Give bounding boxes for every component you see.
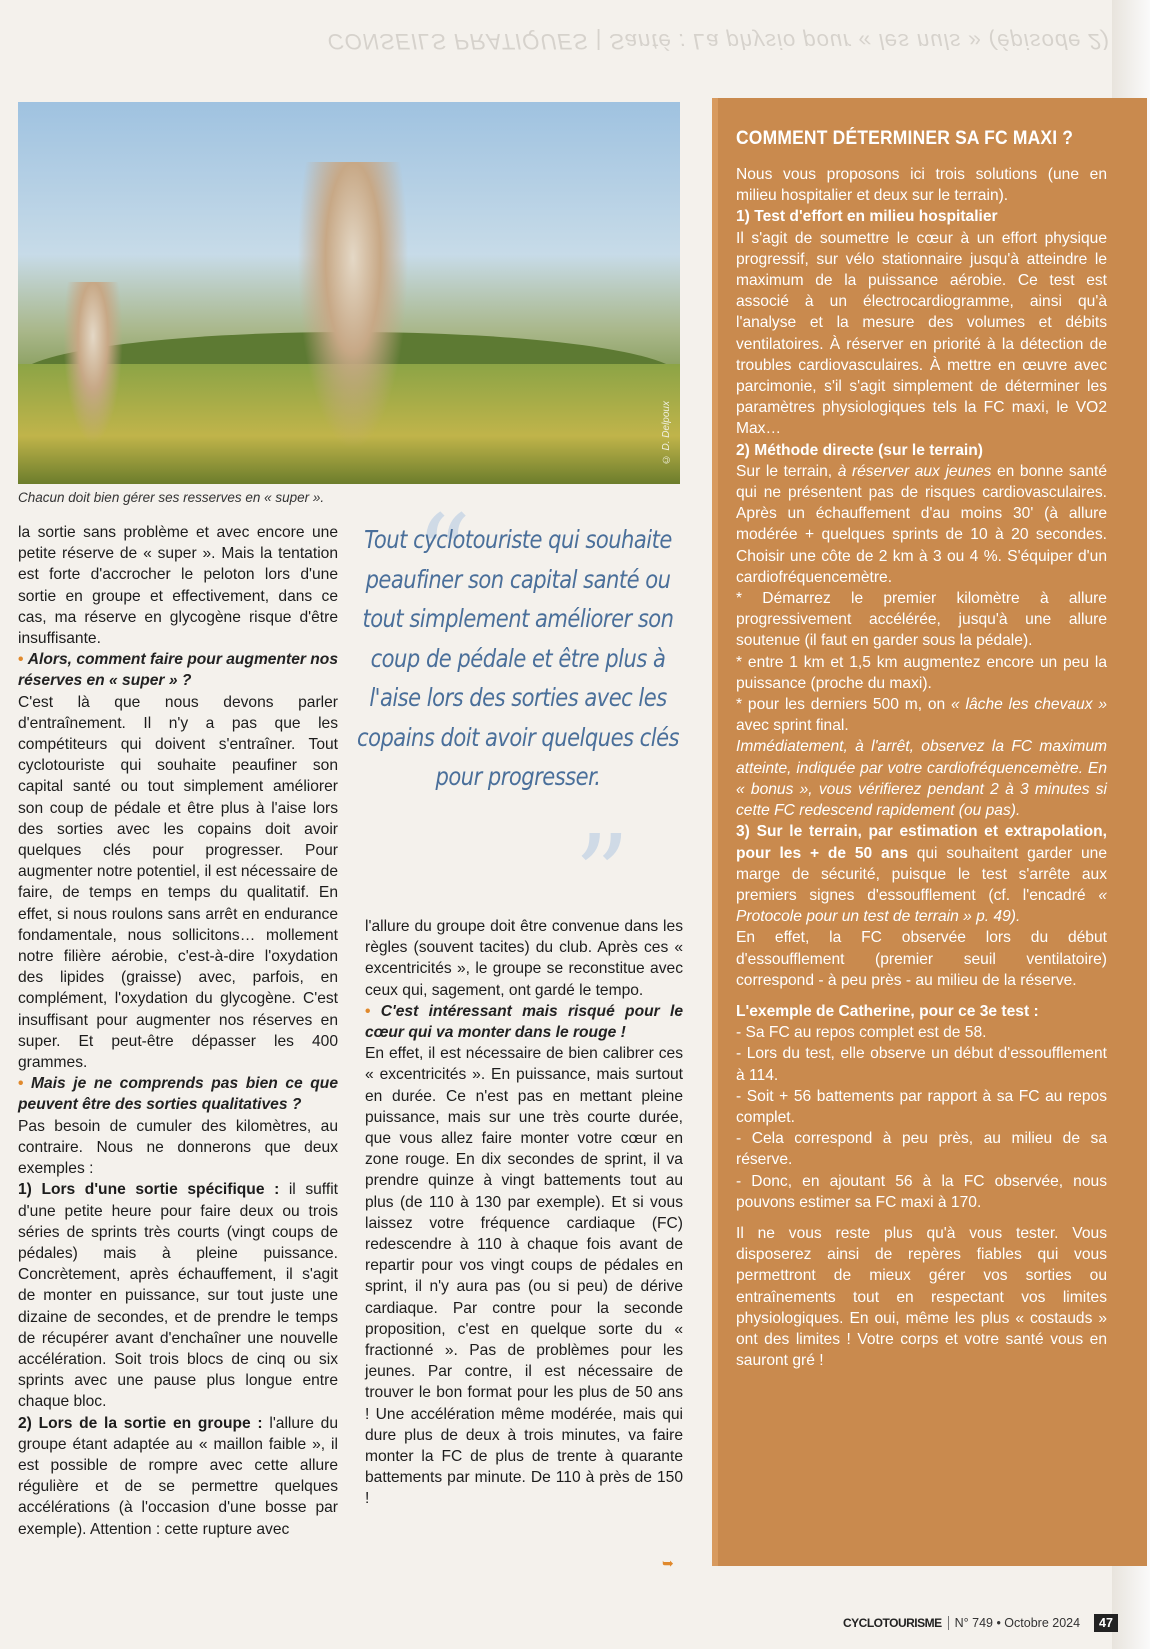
middle-column	[365, 916, 683, 1510]
sidebar-paragraph: Il s'agit de soumettre le cœur à un effort physique progressif, sur vélo stationnaire jusqu'à atteindre le maximum de la puissance aérobie. Ce test est associé à un électrocardiogramme, ainsi qu'à l'analyse et la mesure des volumes et débits ventilatoires. À réserver en priorité à la détection de troubles cardiovasculaires. À mettre en œuvre avec parcimonie, s'il s'agit simplement de déterminer les paramètres physiologiques tels la FC maxi, le VO2 Max…	[736, 229, 1107, 438]
paragraph: En effet, il est nécessaire de bien calibrer ces « excentricités ». En puissance, mais surtout en durée. Ce n'est pas en mettant pleine puissance, mais sur une très courte durée, que vous allez faire monter votre cœur en zone rouge. En dix secondes de sprint, il va prendre quinze à vingt battements tout au plus (de 110 à 130 par exemple). Et si vous laissez votre fréquence cardiaque (FC) redescendre à 110 à chaque fois avant de repartir pour vos vingt coups de pédales en sprint, il n'y aura pas (ou si peu) de dérive cardiaque. Par contre pour la seconde proposition, c'est en quelque sorte du « fractionné ». Pas de problèmes pour les jeunes. Par contre, il est nécessaire de trouver le bon format pour les plus de 50 ans ! Une accélération même modérée, mais qui dure plus de deux à trois minutes, va faire monter la FC de plus de trente à quarante battements par minute. De 110 à près de 150 !	[365, 1045, 683, 1508]
open-quote-icon: “	[415, 491, 472, 619]
footer-divider	[948, 1616, 949, 1630]
photo-rider-back	[58, 282, 128, 462]
photo-caption: Chacun doit bien gérer ses resserves en « super ».	[18, 490, 325, 505]
example-line: - Donc, en ajoutant 56 à la FC observée, nous pouvons estimer sa FC maxi à 170.	[736, 1172, 1107, 1211]
question-heading: • C'est intéressant mais risqué pour le cœur qui va monter dans le rouge !	[365, 1002, 684, 1042]
method-3-heading: 3) Sur le terrain, par estimation et extrapolation, pour les + de 50 ans	[736, 823, 1107, 862]
running-head: CONSEILS PRATIQUES | Santé : La physio pour « les nuls » (épisode 2)	[327, 29, 1110, 54]
cyclists-photo	[18, 102, 680, 484]
example-line: - Cela correspond à peu près, au milieu de sa réserve.	[736, 1130, 1107, 1169]
method-2-heading: 2) Méthode directe (sur le terrain)	[736, 441, 983, 459]
sidebar-paragraph: Sur le terrain, à réserver aux jeunes en bonne santé qui ne présentent pas de risques cardiovasculaires. Après un échauffement d'au moins 30' (à allure modérée + quelques sprints de 10 à 20 secondes. Choisir une côte de 2 km à 3 ou 4 %. S'équiper d'un cardiofréquencemètre.	[736, 462, 1107, 586]
sidebar-outro: Il ne vous reste plus qu'à vous tester. Vous disposerez ainsi de repères fiables qui vous permettront de mieux gérer vos sorties ou entraînements tout en respectant vos limites physiologiques. En oui, même les plus « costauds » ont des limites ! Votre corps et votre santé vous en sauront gré !	[736, 1224, 1107, 1370]
paragraph: Pas besoin de cumuler des kilomètres, au contraire. Nous ne donnerons que deux exemples :	[18, 1117, 338, 1178]
paragraph: 1) Lors d'une sortie spécifique : il suffit d'une petite heure pour faire deux ou trois séries de sprints très courts (vingt coups de pédales) mais à pleine puissance. Concrètement, après échauffement, il s'agit de monter en puissance, sur tout juste une dizaine de secondes, et de prendre le temps de récupérer avant d'enchaîner une nouvelle accélération. Soit trois blocs de cinq ou six sprints avec une pause plus longue entre chaque bloc.	[18, 1181, 338, 1411]
sidebar-title: COMMENT DÉTERMINER SA FC MAXI ?	[736, 128, 1074, 149]
sidebar-step: * pour les derniers 500 m, on « lâche les chevaux » avec sprint final.	[736, 696, 1108, 735]
example-line: - Lors du test, elle observe un début d'essoufflement à 114.	[736, 1045, 1107, 1084]
sidebar-paragraph: Immédiatement, à l'arrêt, observez la FC maximum atteinte, indiquée par votre cardiofréquencemètre. En « bonus », vous vérifierez pendant 2 à 3 minutes si cette FC redescend rapidement (ou pas).	[736, 738, 1107, 820]
sidebar-border	[712, 98, 718, 1566]
paragraph: C'est là que nous devons parler d'entraînement. Il n'y a pas que les compétiteurs qui doivent s'entraîner. Tout cyclotouriste qui souhaite peaufiner son capital santé ou tout simplement améliorer son coup de pédale et être plus à l'aise lors des sorties avec les copains doit avoir quelques clés pour progresser. Pour augmenter notre potentiel, il est nécessaire de faire, de temps en temps du qualitatif. En effet, si nous roulons sans arrêt en endurance fondamentale, nous sollicitons… mollement notre filière aérobie, c'est-à-dire l'oxydation des lipides (graisse) avec, parfois, en complément, l'oxydation du glycogène. C'est insuffisant pour augmenter nos réserves en super. Et peut-être dépasser les 400 grammes.	[18, 693, 338, 1072]
example-heading: 1) Lors d'une sortie spécifique :	[18, 1181, 280, 1199]
method-1-heading: 1) Test d'effort en milieu hospitalier	[736, 208, 998, 226]
bullet-icon: •	[18, 651, 28, 669]
bullet-icon: •	[18, 1075, 32, 1093]
example-line: - Soit + 56 battements par rapport à sa FC au repos complet.	[736, 1087, 1107, 1126]
sidebar-paragraph: En effet, la FC observée lors du début d'essoufflement (premier seuil ventilatoire) correspond - à peu près - au milieu de la réserve.	[736, 929, 1107, 989]
sidebar-paragraph: 3) Sur le terrain, par estimation et extrapolation, pour les + de 50 ans qui souhaitent garder une marge de sécurité, puisque le test s'arrête aux premiers signes d'essoufflement (cf. l'encadré « Protocole pour un test de terrain » p. 49).	[736, 823, 1107, 926]
photo-credit: © D. Delpoux	[661, 400, 672, 464]
pull-quote-text: Tout cyclotouriste qui souhaite peaufiner son capital santé ou tout simplement améliorer son coup de pédale et être plus à l'aise lors des sorties avec les copains doit avoir quelques clés pour progresser.	[357, 525, 679, 791]
paragraph: 2) Lors de la sortie en groupe : l'allure du groupe étant adaptée au « maillon faible », il est possible de rompre avec cette allure régulière et de se permettre quelques accélérations (à l'occasion d'une bosse par exemple). Attention : cette rupture avec	[18, 1414, 338, 1538]
page-footer	[843, 1614, 1118, 1632]
magazine-brand: CYCLOTOURISME	[843, 1616, 942, 1630]
paragraph: l'allure du groupe doit être convenue dans les règles (souvent tacites) du club. Après ces « excentricités », le groupe se reconstitue avec ceux qui, sagement, ont gardé le tempo.	[365, 918, 683, 999]
bullet-icon: •	[365, 1002, 381, 1020]
example-heading: 2) Lors de la sortie en groupe :	[18, 1414, 263, 1432]
question-heading: • Mais je ne comprends pas bien ce que peuvent être des sorties qualitatives ?	[18, 1075, 338, 1114]
page-number: 47	[1094, 1614, 1118, 1632]
question-heading: • Alors, comment faire pour augmenter nos réserves en « super » ?	[18, 651, 338, 690]
pull-quote	[355, 491, 680, 939]
left-column	[18, 522, 338, 1540]
sidebar-intro: Nous vous proposons ici trois solutions (une en milieu hospitalier et deux sur le terrain).	[736, 166, 1107, 205]
fc-maxi-sidebar	[712, 98, 1147, 1566]
photo-rider-main	[288, 162, 418, 482]
issue-info: N° 749 • Octobre 2024	[954, 1616, 1081, 1630]
sidebar-body	[736, 164, 1107, 1371]
paragraph: la sortie sans problème et avec encore une petite réserve de « super ». Mais la tentation est forte d'accrocher le peloton lors d'une sortie en groupe et effectivement, dans ce cas, ma réserve en glycogène risque d'être insuffisante.	[18, 524, 338, 648]
continue-arrow-icon: ➥	[662, 1555, 674, 1571]
sidebar-step: * Démarrez le premier kilomètre à allure progressivement accélérée, jusqu'à une allure soutenue (il faut en garder sous la pédale).	[736, 590, 1107, 650]
sidebar-step: * entre 1 km et 1,5 km augmentez encore un peu la puissance (proche du maxi).	[736, 653, 1107, 692]
example-heading: L'exemple de Catherine, pour ce 3e test :	[736, 1002, 1039, 1020]
close-quote-icon: ”	[573, 811, 630, 939]
example-line: - Sa FC au repos complet est de 58.	[736, 1024, 987, 1042]
